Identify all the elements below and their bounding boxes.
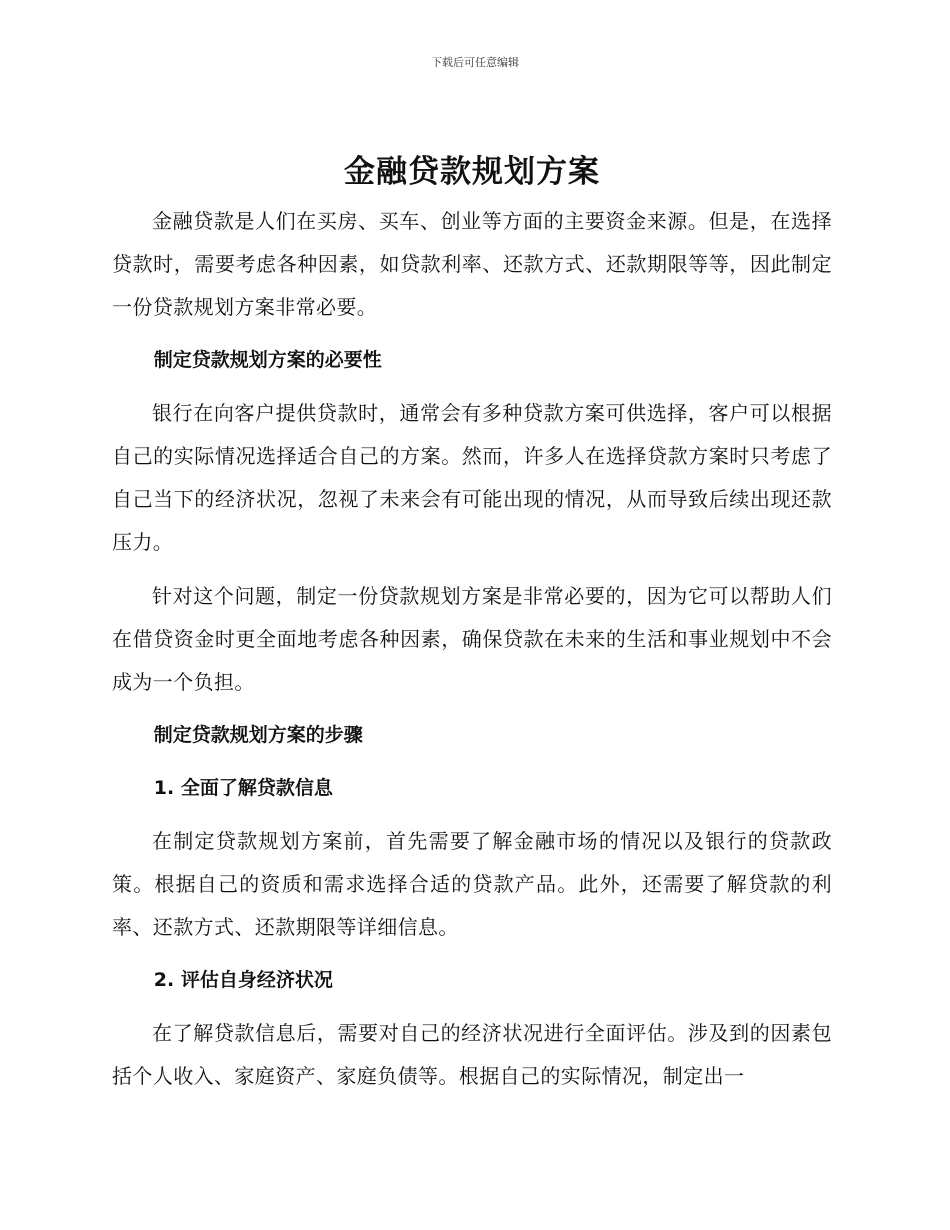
heading-steps: 制定贷款规划方案的步骤 <box>153 724 363 746</box>
paragraph-intro: 金融贷款是人们在买房、买车、创业等方面的主要资金来源。但是，在选择贷款时，需要考虑各种因素，如贷款利率、还款方式、还款期限等等，因此制定一份贷款规划方案非常必要。 <box>112 209 832 319</box>
heading-step-1: 1. 全面了解贷款信息 <box>153 777 333 799</box>
document-body <box>112 146 832 1098</box>
paragraph-necessity-2: 针对这个问题，制定一份贷款规划方案是非常必要的，因为它可以帮助人们在借贷资金时更全面地考虑各种因素，确保贷款在未来的生活和事业规划中不会成为一个负担。 <box>112 584 832 694</box>
document-title: 金融贷款规划方案 <box>344 154 600 190</box>
paragraph-necessity-1: 银行在向客户提供贷款时，通常会有多种贷款方案可供选择，客户可以根据自己的实际情况选择适合自己的方案。然而，许多人在选择贷款方案时只考虑了自己当下的经济状况，忽视了未来会有可能出现的情况，从而导致后续出现还款压力。 <box>112 401 832 554</box>
heading-step-2: 2. 评估自身经济状况 <box>153 969 333 991</box>
heading-necessity: 制定贷款规划方案的必要性 <box>153 349 382 371</box>
header-note: 下载后可任意编辑 <box>431 56 519 69</box>
paragraph-step-2: 在了解贷款信息后，需要对自己的经济状况进行全面评估。涉及到的因素包括个人收入、家庭资产、家庭负债等。根据自己的实际情况，制定出一 <box>112 1021 832 1088</box>
paragraph-step-1: 在制定贷款规划方案前，首先需要了解金融市场的情况以及银行的贷款政策。根据自己的资质和需求选择合适的贷款产品。此外，还需要了解贷款的利率、还款方式、还款期限等详细信息。 <box>112 829 832 939</box>
